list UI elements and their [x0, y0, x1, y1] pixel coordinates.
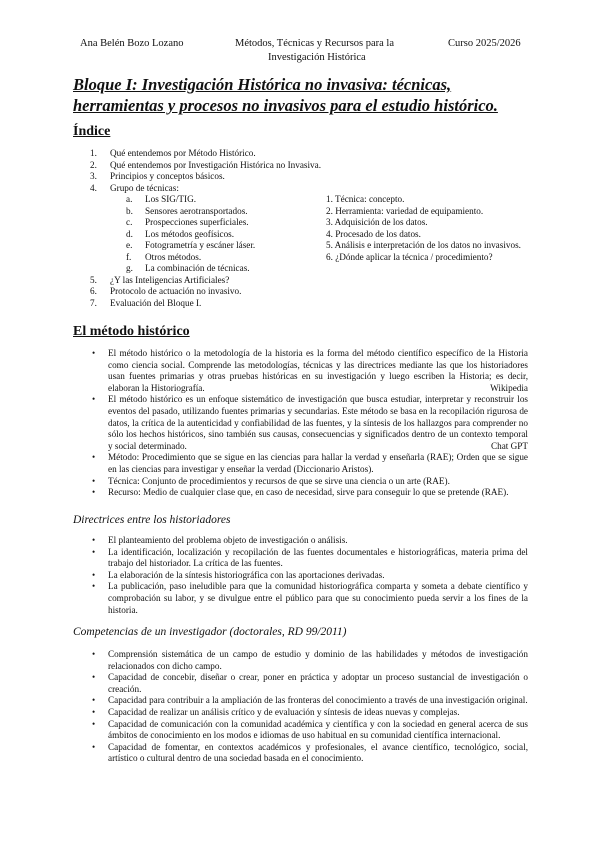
toc-subtext: Los SIG/TIG.	[145, 194, 197, 204]
header-subject	[235, 37, 420, 65]
list-item: • Capacidad de realizar un análisis crítico y de evaluación y síntesis de ideas nuevas y complejas.	[92, 707, 528, 719]
competencias-list	[92, 649, 528, 765]
bullet-source: Wikipedia	[490, 382, 528, 393]
toc-step: 3. Adquisición de los datos.	[326, 217, 428, 227]
list-item: • Capacidad de comunicación con la comunidad académica y científica y con la sociedad en general acerca de sus ámbitos de conocimiento en los modos e idiomas de uso habitual en su comunidad científica internacional.	[92, 719, 528, 742]
list-item: • La publicación, paso ineludible para que la comunidad historiográfica comparta y someta a debate científico y comprobación su labor, y se divulgue entre el público para que su conocimiento pueda servir a los fines de la historia.	[92, 581, 528, 616]
toc-text: Qué entendemos por Investigación Histórica no Invasiva.	[110, 159, 321, 170]
directrices-heading: Directrices entre los historiadores	[73, 514, 231, 526]
toc-number: 4.	[90, 182, 97, 193]
toc-number: 3.	[90, 171, 97, 181]
document-title: Bloque I: Investigación Histórica no invasiva: técnicas, herramientas y procesos no invasivos para el estudio histórico.	[73, 75, 498, 115]
header-subject-line2: Investigación Histórica	[268, 52, 366, 63]
toc-text: Principios y conceptos básicos.	[110, 171, 225, 181]
list-item: • La identificación, localización y recopilación de las fuentes documentales e historiográficas, materia prima del trabajo del historiador. La crítica de las fuentes.	[92, 547, 528, 570]
toc-subtext: Sensores aerotransportados.	[145, 205, 248, 216]
toc-text: Grupo de técnicas:	[110, 182, 179, 193]
toc-letter: d.	[126, 228, 133, 239]
toc-text: Protocolo de actuación no invasivo.	[110, 286, 242, 296]
list-item: • El planteamiento del problema objeto de investigación o análisis.	[92, 535, 528, 547]
toc-letter: b.	[126, 205, 133, 216]
list-item: • Capacidad de concebir, diseñar o crear, poner en práctica y adoptar un proceso sustancial de investigación o creación.	[92, 672, 528, 695]
bullet-text: El método histórico o la metodología de la historia es la forma del método científico específico de la Historia como ciencia social. Comprende las metodologías, técnicas y las directrices mediante las que los historiadores usan fuentes primarias y otras pruebas históricas en su investigación y luego escriben la Historia; es decir, elaboran la Historiografía.	[108, 348, 528, 393]
toc-number: 7.	[90, 297, 97, 308]
toc-step: 5. Análisis e interpretación de los datos no invasivos.	[326, 240, 521, 250]
toc-subtext: Otros métodos.	[145, 251, 202, 262]
list-item	[92, 476, 528, 488]
toc-text: Qué entendemos por Método Histórico.	[110, 148, 256, 158]
toc-number: 5.	[90, 274, 97, 285]
bullet-text: Recurso: Medio de cualquier clase que, en caso de necesidad, sirve para conseguir lo que se pretende (RAE).	[108, 487, 509, 498]
list-item: • Capacidad para contribuir a la ampliación de las fronteras del conocimiento a través de una investigación original.	[92, 695, 528, 707]
toc-subtext: Fotogrametría y escáner láser.	[145, 240, 256, 250]
toc-letter: c.	[126, 217, 133, 227]
list-item	[92, 394, 528, 452]
header-author: Ana Belén Bozo Lozano	[80, 38, 184, 49]
toc-letter: g.	[126, 263, 133, 273]
list-item: • Capacidad de fomentar, en contextos académicos y profesionales, el avance científico, tecnológico, social, artístico o cultural dentro de una sociedad basada en el conocimiento.	[92, 742, 528, 765]
toc-text: Evaluación del Bloque I.	[110, 297, 202, 308]
bullet-text: Técnica: Conjunto de procedimientos y recursos de que se sirve una ciencia o un arte (RAE).	[108, 475, 450, 486]
bullet-text: Método: Procedimiento que se sigue en las ciencias para hallar la verdad y enseñarla (RAE); Orden que se sigue en las ciencias para investigar y enseñar la verdad (Diccionario Aristos).	[108, 452, 528, 474]
toc-step: 1. Técnica: concepto.	[326, 194, 405, 204]
list-item	[92, 452, 528, 475]
toc-step: 2. Herramienta: variedad de equipamiento.	[326, 205, 484, 216]
toc-text: ¿Y las Inteligencias Artificiales?	[110, 274, 230, 285]
toc-subtext: Prospecciones superficiales.	[145, 217, 249, 227]
toc-letter: e.	[126, 240, 133, 250]
toc-step: 6. ¿Dónde aplicar la técnica / procedimiento?	[326, 251, 493, 262]
index-heading: Índice	[73, 124, 111, 139]
toc-letter: f.	[126, 251, 132, 262]
list-item	[92, 348, 528, 394]
header-year: Curso 2025/2026	[448, 38, 521, 49]
toc-number: 2.	[90, 159, 97, 170]
list-item	[92, 487, 528, 499]
metodo-list	[92, 348, 528, 499]
metodo-heading: El método histórico	[73, 324, 190, 339]
bullet-text: El método histórico es un enfoque sistemático de investigación que busca estudiar, interpretar y reconstruir los eventos del pasado, utilizando fuentes primarias y secundarias. Este método se basa en la recopilación rigurosa de datos, la crítica de la autenticidad y confiabilidad de las fuentes, y la síntesis de los hallazgos para comprender no sólo los hechos históricos, sino también sus causas, consecuencias y significados dentro de un contexto temporal y social determinado.	[108, 394, 528, 451]
header-subject-line1: Métodos, Técnicas y Recursos para la	[235, 38, 395, 49]
toc-number: 1.	[90, 148, 97, 158]
toc-letter: a.	[126, 194, 133, 204]
list-item: • La elaboración de la síntesis historiográfica con las aportaciones derivadas.	[92, 570, 528, 582]
toc-number: 6.	[90, 286, 97, 296]
directrices-list	[92, 535, 528, 616]
bullet-source: Chat GPT	[490, 440, 528, 451]
list-item: • Comprensión sistemática de un campo de estudio y dominio de las habilidades y métodos de investigación relacionados con dicho campo.	[92, 649, 528, 672]
competencias-heading: Competencias de un investigador (doctorales, RD 99/2011)	[73, 626, 347, 638]
toc-step: 4. Procesado de los datos.	[326, 228, 421, 239]
toc-subtext: Los métodos geofísicos.	[145, 228, 235, 239]
toc-subtext: La combinación de técnicas.	[145, 263, 250, 273]
